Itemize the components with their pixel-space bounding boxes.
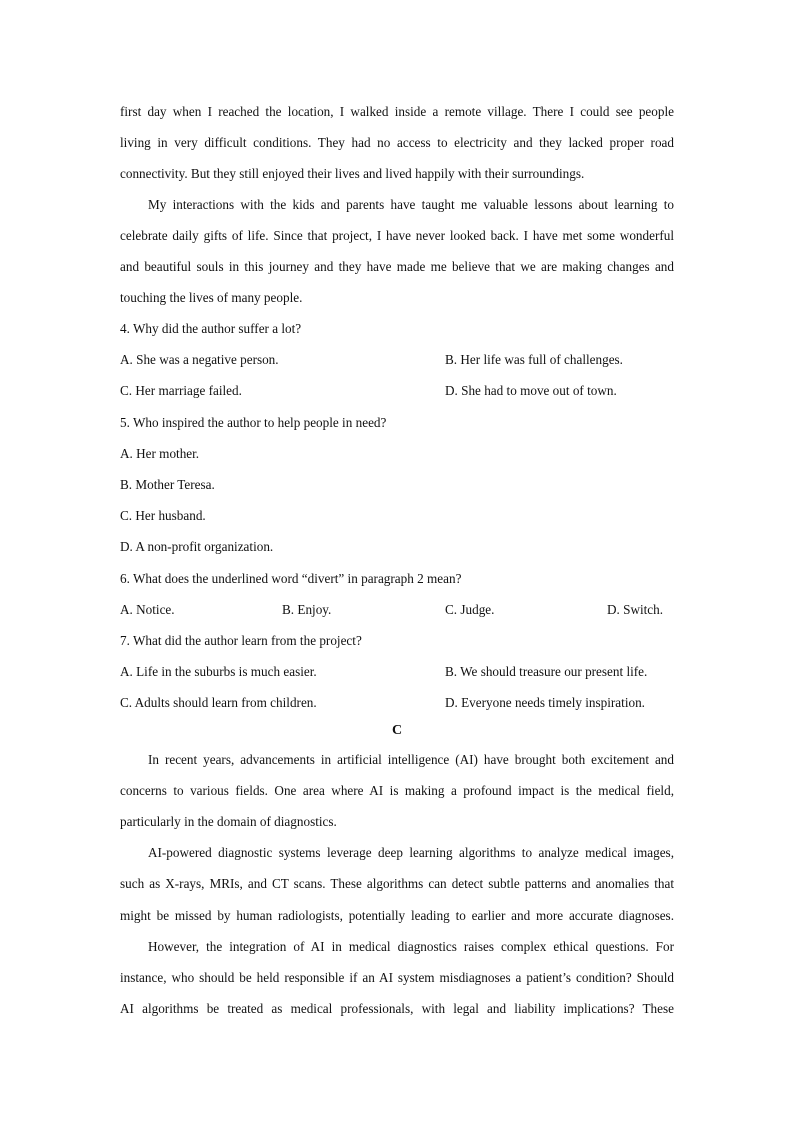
question-5-option-a: A. Her mother. (120, 446, 200, 461)
question-6-option-a: A. Notice. (120, 602, 175, 617)
question-7-option-d: D. Everyone needs timely inspiration. (445, 695, 645, 710)
passage-b-p2-line-1: My interactions with the kids and parents have taught me valuable lessons about learning to (148, 197, 674, 212)
section-c-p3-line-2: instance, who should be held responsible if an AI system misdiagnoses a patient’s condition? Should (120, 970, 674, 985)
question-7-option-b: B. We should treasure our present life. (445, 664, 648, 679)
section-c-p3-line-3: AI algorithms be treated as medical professionals, with legal and liability implications? These (120, 1001, 674, 1016)
section-c-p1-line-1: In recent years, advancements in artificial intelligence (AI) have brought both excitement and (148, 752, 674, 767)
section-c-p1-line-3: particularly in the domain of diagnostics. (120, 814, 337, 829)
question-6-stem-post: ” in paragraph 2 mean? (338, 571, 462, 586)
section-c-p2-line-2: such as X-rays, MRIs, and CT scans. These algorithms can detect subtle patterns and anomalies that (120, 876, 674, 891)
passage-b-p2-line-3: and beautiful souls in this journey and they have made me believe that we are making changes and (120, 259, 674, 274)
passage-b-p1-line-2: living in very difficult conditions. They had no access to electricity and they lacked proper road (120, 135, 674, 150)
question-6-stem-word: divert (307, 571, 339, 586)
question-4-stem: 4. Why did the author suffer a lot? (120, 321, 302, 336)
passage-b-p1-line-3: connectivity. But they still enjoyed their lives and lived happily with their surroundings. (120, 166, 585, 181)
question-6-option-b: B. Enjoy. (282, 602, 332, 617)
question-4-option-c: C. Her marriage failed. (120, 383, 242, 398)
question-4-option-a: A. She was a negative person. (120, 352, 279, 367)
question-7-option-c: C. Adults should learn from children. (120, 695, 317, 710)
question-6-stem (120, 571, 674, 587)
question-6-option-d: D. Switch. (607, 602, 664, 617)
question-4-option-d: D. She had to move out of town. (445, 383, 617, 398)
section-c-p1-line-2: concerns to various fields. One area where AI is making a profound impact is the medical field, (120, 783, 674, 798)
section-c-p3-line-1: However, the integration of AI in medical diagnostics raises complex ethical questions. For (148, 939, 674, 954)
question-5-stem: 5. Who inspired the author to help people in need? (120, 415, 387, 430)
question-6-stem-pre: 6. What does the underlined word “ (120, 571, 308, 586)
passage-b-p2-line-2: celebrate daily gifts of life. Since that project, I have never looked back. I have met some wonderful (120, 228, 674, 243)
question-7-option-a: A. Life in the suburbs is much easier. (120, 664, 317, 679)
passage-b-p2-line-4: touching the lives of many people. (120, 290, 303, 305)
question-4-option-b: B. Her life was full of challenges. (445, 352, 623, 367)
question-5-option-c: C. Her husband. (120, 508, 206, 523)
question-6-option-c: C. Judge. (445, 602, 495, 617)
question-5-option-d: D. A non-profit organization. (120, 539, 274, 554)
question-7-stem: 7. What did the author learn from the project? (120, 633, 362, 648)
section-c-p2-line-3: might be missed by human radiologists, potentially leading to earlier and more accurate diagnoses. (120, 908, 674, 923)
question-5-option-b: B. Mother Teresa. (120, 477, 215, 492)
section-c-p2-line-1: AI-powered diagnostic systems leverage deep learning algorithms to analyze medical images, (148, 845, 674, 860)
section-c-heading: C (391, 723, 403, 738)
passage-b-p1-line-1: first day when I reached the location, I walked inside a remote village. There I could see people (120, 104, 674, 119)
